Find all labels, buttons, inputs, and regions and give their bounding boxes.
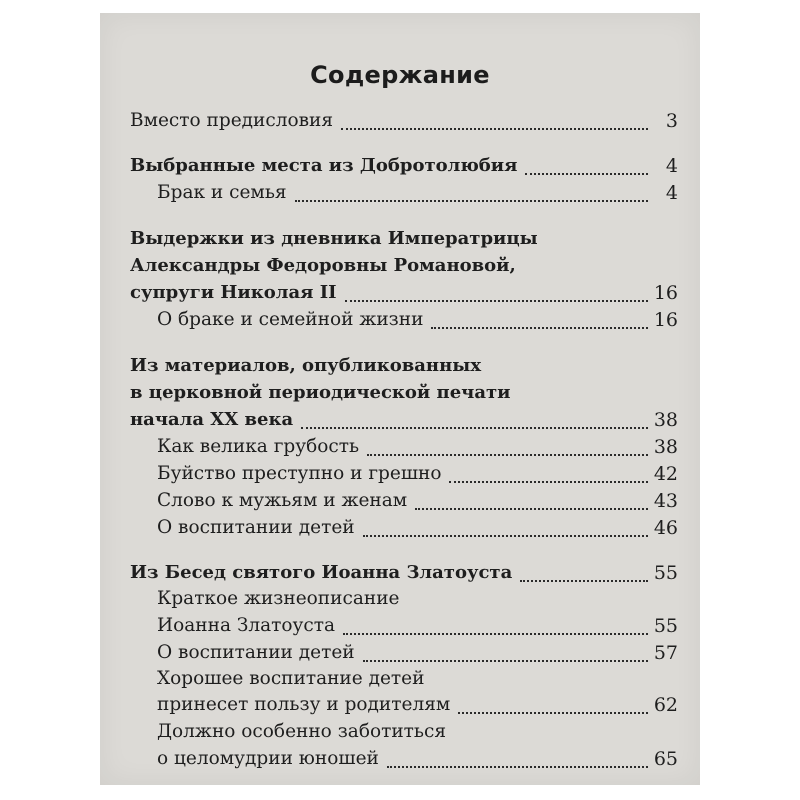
toc-entry <box>100 280 700 306</box>
dot-leader <box>367 454 648 456</box>
toc-entry-title: Должно особенно заботиться <box>157 721 446 742</box>
toc-entry-title: Из Бесед святого Иоанна Златоуста <box>130 562 513 583</box>
toc-entry-title: Иоанна Златоуста <box>157 615 336 636</box>
toc-entry-title: Выдержки из дневника Императрицы <box>130 228 538 249</box>
toc-entry <box>100 613 700 639</box>
toc-entry <box>100 692 700 718</box>
toc-entry-title: Александры Федоровны Романовой, <box>130 255 516 276</box>
toc-entry <box>100 488 700 514</box>
dot-leader <box>343 633 648 635</box>
toc-entry <box>100 461 700 487</box>
dot-leader <box>295 200 648 202</box>
toc-entry <box>100 407 700 433</box>
toc-entry <box>100 434 700 460</box>
toc-entry-title: Хорошее воспитание детей <box>157 668 425 689</box>
toc-entry <box>100 307 700 333</box>
toc-entry <box>100 108 700 134</box>
toc-entry-title: супруги Николая II <box>130 282 337 303</box>
toc-entry-title: Брак и семья <box>157 182 287 203</box>
toc-page-number: 38 <box>653 436 678 458</box>
toc-entry-title: О воспитании детей <box>157 517 355 538</box>
dot-leader <box>341 128 648 130</box>
toc-entry <box>100 253 700 279</box>
toc-entry-title: начала XX века <box>130 409 294 430</box>
toc-entry-title: в церковной периодической печати <box>130 382 511 403</box>
toc-page-number: 65 <box>653 748 678 770</box>
toc-entry-title: Из материалов, опубликованных <box>130 355 482 376</box>
toc-entry-title: Выбранные места из Добротолюбия <box>130 155 518 176</box>
toc-page-number: 4 <box>665 155 678 177</box>
dot-leader <box>345 300 648 302</box>
toc-page-number: 42 <box>653 463 678 485</box>
toc-page-number: 38 <box>653 409 678 431</box>
dot-leader <box>415 508 648 510</box>
toc-page-number: 16 <box>653 309 678 331</box>
toc-entry-title: О воспитании детей <box>157 642 355 663</box>
toc-entry-title: Как велика грубость <box>157 436 360 457</box>
dot-leader <box>363 660 648 662</box>
dot-leader <box>449 481 648 483</box>
toc-entry <box>100 353 700 379</box>
toc-entry-title: Слово к мужьям и женам <box>157 490 408 511</box>
toc-page-number: 4 <box>665 182 678 204</box>
dot-leader <box>431 327 648 329</box>
toc-entry <box>100 719 700 745</box>
toc-page-number: 57 <box>653 642 678 664</box>
toc-entry-title: Краткое жизнеописание <box>157 588 400 609</box>
toc-page-number: 43 <box>653 490 678 512</box>
toc-entry-title: о целомудрии юношей <box>157 748 379 769</box>
toc-entry-title: Вместо предисловия <box>130 110 334 131</box>
page-title: Содержание <box>310 61 490 89</box>
toc-entry <box>100 226 700 252</box>
toc-entry <box>100 153 700 179</box>
toc-page-number: 55 <box>653 615 678 637</box>
toc-page-number: 46 <box>653 517 678 539</box>
dot-leader <box>363 535 648 537</box>
dot-leader <box>301 427 648 429</box>
toc-entry <box>100 586 700 612</box>
toc-entry-title: принесет пользу и родителям <box>157 694 451 715</box>
toc-page-number: 62 <box>653 694 678 716</box>
toc-entry <box>100 640 700 666</box>
toc-entry <box>100 746 700 772</box>
toc-entry <box>100 515 700 541</box>
toc-entry <box>100 380 700 406</box>
toc-entry <box>100 560 700 586</box>
toc-page-number: 3 <box>665 110 678 132</box>
toc-entry <box>100 666 700 692</box>
book-page <box>100 13 700 785</box>
toc-entry <box>100 180 700 206</box>
dot-leader <box>387 766 648 768</box>
toc-entry-title: О браке и семейной жизни <box>157 309 424 330</box>
toc-entry-title: Буйство преступно и грешно <box>157 463 442 484</box>
toc-page-number: 55 <box>653 562 678 584</box>
toc-page-number: 16 <box>653 282 678 304</box>
